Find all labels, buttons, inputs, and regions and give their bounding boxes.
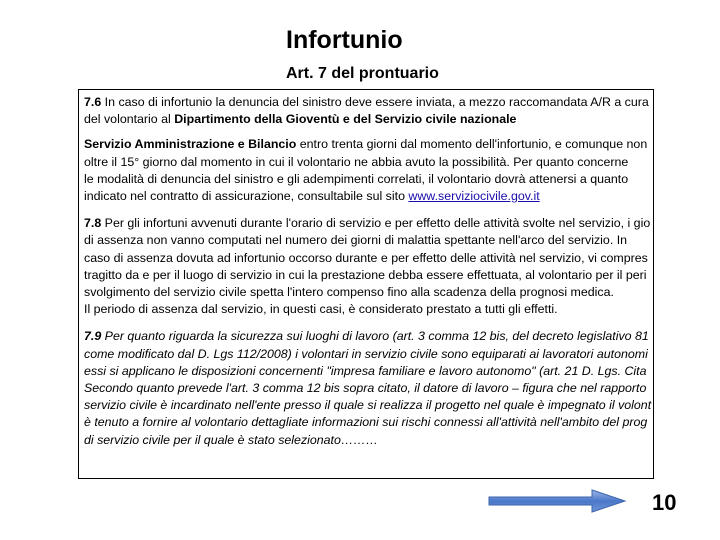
- text-span: entro trenta giorni dal momento dell'infortunio, e comunque non: [296, 137, 648, 152]
- paragraph-7-6-continued: [84, 136, 720, 205]
- slide-title: Infortunio: [286, 26, 403, 54]
- text-line: [84, 136, 720, 153]
- text-line: tragitto da e per il luogo di servizio in cui la prestazione debba essere effettuata, al volontario per il peri: [84, 267, 647, 282]
- department-name: Dipartimento della Gioventù e del Servizio civile nazionale: [174, 112, 517, 127]
- text-span: indicato nel contratto di assicurazione, consultabile sul sito: [84, 189, 409, 204]
- text-line: [84, 328, 720, 345]
- text-line: di servizio civile per il quale è stato selezionato………: [84, 432, 379, 447]
- text-line: Secondo quanto prevede l'art. 3 comma 12 bis sopra citato, il datore di lavoro – figura che nel rapporto: [84, 381, 647, 396]
- paragraph-number: 7.6: [84, 95, 102, 109]
- text-line: di assenza non vanno computati nel numero dei giorni di malattia spettante nell'arco del servizio. In: [84, 233, 628, 248]
- text-line: [84, 188, 720, 205]
- paragraph-number: 7.9: [84, 329, 102, 344]
- text-line: le modalità di denuncia del sinistro e gli adempimenti correlati, il volontario dovrà attenersi a quanto: [84, 171, 629, 186]
- text-line: [84, 94, 720, 111]
- article-text: [84, 94, 720, 474]
- text-line: servizio civile è incardinato nell'ente presso il quale si realizza il progetto nel quale è impegnato il volont: [84, 398, 652, 413]
- next-arrow-icon[interactable]: [488, 488, 628, 514]
- text-span: del volontario al: [84, 112, 175, 127]
- text-line: Il periodo di assenza dal servizio, in questi casi, è considerato prestato a tutti gli effetti.: [84, 302, 558, 317]
- text-span: Per quanto riguarda la sicurezza sui luoghi di lavoro (art. 3 comma 12 bis, del decreto legislativo 81: [101, 329, 649, 344]
- page-number: 10: [652, 490, 677, 515]
- text-line: oltre il 15° giorno dal momento in cui il volontario ne abbia avuto la possibilità. Per quanto concerne: [84, 154, 629, 169]
- text-line: [84, 111, 720, 128]
- text-line: essi si applicano le disposizioni concernenti "impresa familiare e lavoro autonomo" (art. 21 D. Lgs. Cita: [84, 363, 647, 378]
- paragraph-number: 7.8: [84, 216, 102, 231]
- text-span: Per gli infortuni avvenuti durante l'orario di servizio e per effetto delle attività svolte nel servizio, i gio: [101, 216, 651, 231]
- text-line: come modificato dal D. Lgs 112/2008) i volontari in servizio civile sono equiparati ai lavoratori autonomi: [84, 346, 648, 361]
- text-line: svolgimento del servizio civile spetta l'intero compenso fino alla scadenza della prognosi medica.: [84, 285, 614, 300]
- office-name: Servizio Amministrazione e Bilancio: [84, 137, 297, 152]
- slide-subtitle: Art. 7 del prontuario: [286, 65, 439, 82]
- text-span: In caso di infortunio la denuncia del sinistro deve essere inviata, a mezzo raccomandata A/R a cura: [101, 95, 649, 109]
- website-link[interactable]: www.serviziocivile.gov.it: [408, 189, 540, 204]
- text-line: è tenuto a fornire al volontario dettagliate informazioni sui rischi connessi all'attività nell'ambito del prog: [84, 415, 648, 430]
- text-line: [84, 215, 720, 232]
- paragraph-7-6: [84, 94, 720, 128]
- text-line: caso di assenza dovuta ad infortunio occorso durante e per effetto delle attività nel servizio, vi compres: [84, 250, 648, 265]
- paragraph-7-8: [84, 215, 720, 318]
- paragraph-7-9: [84, 328, 720, 448]
